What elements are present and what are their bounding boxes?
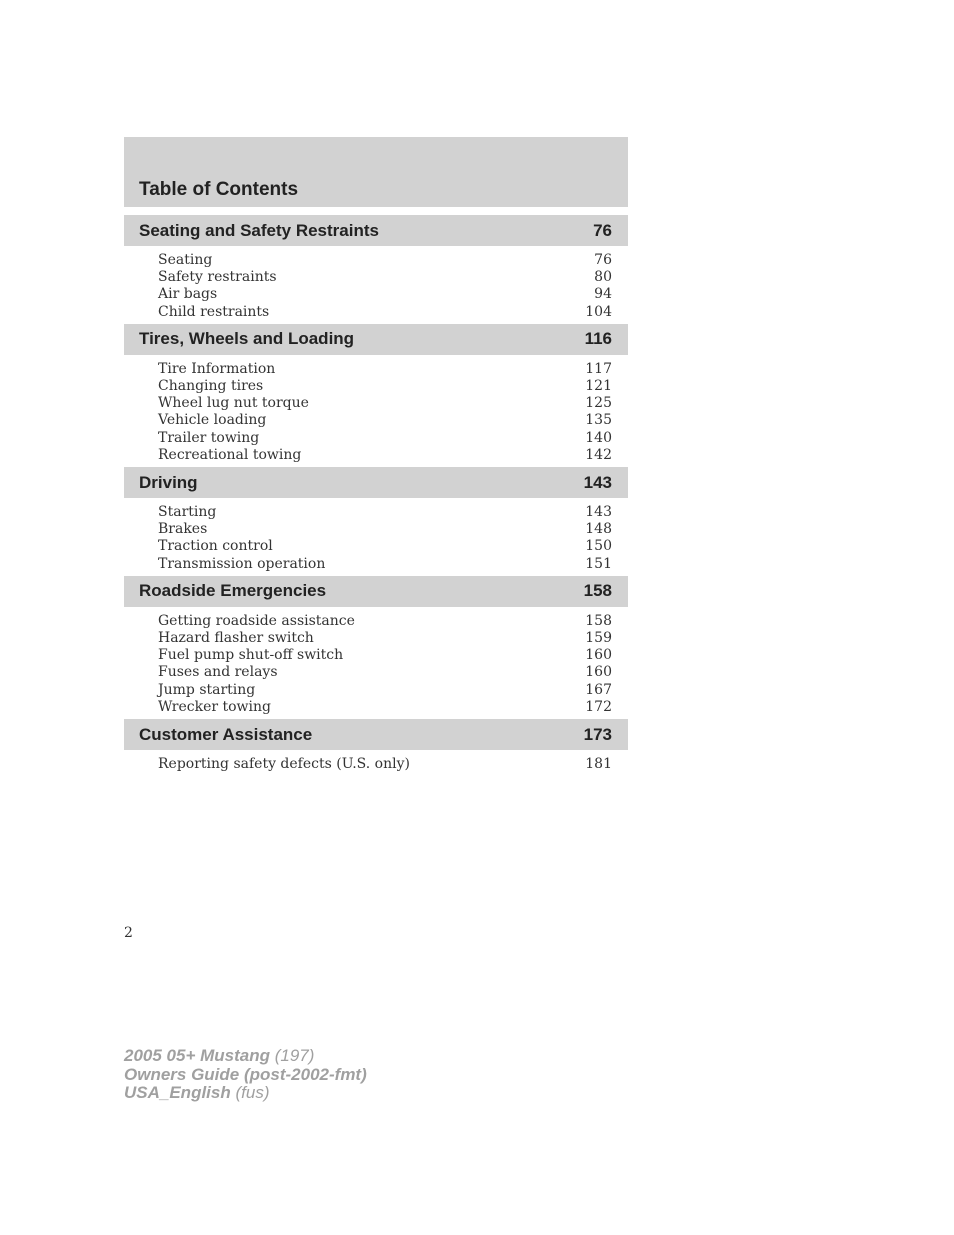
entry-label: Reporting safety defects (U.S. only): [158, 756, 410, 773]
entry-page: 167: [585, 681, 612, 698]
section-heading[interactable]: [124, 467, 628, 498]
entry-label: Wrecker towing: [158, 698, 271, 715]
toc-section: [124, 576, 628, 719]
toc-entry[interactable]: [158, 395, 612, 412]
section-items: [124, 246, 628, 324]
toc-entry[interactable]: [158, 504, 612, 521]
section-label: Seating and Safety Restraints: [139, 220, 379, 240]
toc-entry[interactable]: [158, 682, 612, 699]
footer-line-1: [124, 1047, 367, 1066]
section-heading[interactable]: [124, 576, 628, 607]
toc-entry[interactable]: [158, 538, 612, 555]
toc-entry[interactable]: [158, 447, 612, 464]
document-footer: [124, 1047, 367, 1103]
section-heading[interactable]: [124, 719, 628, 750]
section-label: Driving: [139, 472, 198, 492]
toc-entry[interactable]: [158, 664, 612, 681]
entry-label: Trailer towing: [158, 429, 260, 446]
section-label: Roadside Emergencies: [139, 581, 327, 601]
entry-label: Tire Information: [158, 360, 276, 377]
entry-page: 80: [594, 269, 612, 286]
entry-page: 159: [585, 630, 612, 647]
entry-label: Fuses and relays: [158, 664, 278, 681]
toc-section: [124, 215, 628, 324]
entry-label: Fuel pump shut-off switch: [158, 647, 344, 664]
entry-label: Jump starting: [158, 681, 256, 698]
entry-page: 160: [585, 647, 612, 664]
section-heading[interactable]: [124, 324, 628, 355]
toc-header: [124, 137, 628, 207]
entry-label: Vehicle loading: [158, 412, 267, 429]
entry-label: Safety restraints: [158, 269, 277, 286]
entry-label: Hazard flasher switch: [158, 630, 314, 647]
entry-label: Traction control: [158, 538, 273, 555]
toc-entry[interactable]: [158, 361, 612, 378]
section-page: 143: [583, 472, 612, 492]
toc-entry[interactable]: [158, 613, 612, 630]
entry-page: 104: [585, 303, 612, 320]
entry-label: Getting roadside assistance: [158, 612, 355, 629]
entry-label: Wheel lug nut torque: [158, 395, 309, 412]
entry-page: 151: [585, 555, 612, 572]
section-items: [124, 498, 628, 576]
footer-line-2: [124, 1066, 367, 1085]
section-items: [124, 607, 628, 719]
section-page: 158: [583, 581, 612, 601]
toc-entry[interactable]: [158, 630, 612, 647]
section-items: [124, 750, 628, 776]
entry-label: Brakes: [158, 521, 208, 538]
entry-page: 172: [585, 698, 612, 715]
entry-page: 121: [585, 378, 612, 395]
toc-entry[interactable]: [158, 269, 612, 286]
toc-entry[interactable]: [158, 378, 612, 395]
toc-entry[interactable]: [158, 430, 612, 447]
entry-label: Seating: [158, 252, 213, 268]
toc-section: [124, 719, 628, 776]
entry-label: Transmission operation: [158, 555, 326, 572]
entry-page: 117: [585, 360, 612, 377]
entry-page: 143: [585, 504, 612, 521]
toc-entry[interactable]: [158, 286, 612, 303]
entry-page: 135: [585, 412, 612, 429]
entry-page: 181: [585, 756, 612, 773]
toc-section: [124, 467, 628, 576]
toc-entry[interactable]: [158, 756, 612, 773]
footer-line-3: [124, 1084, 367, 1103]
toc-section: [124, 324, 628, 467]
entry-label: Changing tires: [158, 378, 264, 395]
entry-page: 150: [585, 538, 612, 555]
toc-entry[interactable]: [158, 647, 612, 664]
entry-page: 160: [585, 664, 612, 681]
toc-entry[interactable]: [158, 521, 612, 538]
entry-page: 140: [585, 429, 612, 446]
toc-entry[interactable]: [158, 699, 612, 716]
entry-page: 94: [594, 286, 612, 303]
toc-entry[interactable]: [158, 412, 612, 429]
section-page: 173: [583, 724, 612, 744]
section-label: Tires, Wheels and Loading: [139, 329, 355, 349]
entry-label: Child restraints: [158, 303, 270, 320]
footer-model: 2005 05+ Mustang: [124, 1046, 270, 1065]
page-number: 2: [124, 925, 133, 941]
section-page: 76: [593, 220, 612, 240]
entry-page: 142: [585, 446, 612, 463]
footer-guide: Owners Guide (post-2002-fmt): [124, 1064, 367, 1084]
toc-entry[interactable]: [158, 556, 612, 573]
entry-label: Starting: [158, 504, 217, 521]
entry-label: Air bags: [158, 286, 218, 303]
footer-language: USA_English: [124, 1083, 231, 1102]
section-items: [124, 355, 628, 467]
entry-label: Recreational towing: [158, 446, 302, 463]
page-title: Table of Contents: [139, 179, 299, 200]
entry-page: 158: [585, 612, 612, 629]
table-of-contents: [124, 137, 628, 776]
entry-page: 76: [594, 252, 612, 268]
footer-model-code: (197): [274, 1046, 315, 1065]
section-label: Customer Assistance: [139, 724, 313, 744]
entry-page: 125: [585, 395, 612, 412]
entry-page: 148: [585, 521, 612, 538]
toc-entry[interactable]: [158, 304, 612, 321]
footer-language-code: (fus): [235, 1083, 270, 1102]
section-heading[interactable]: [124, 215, 628, 246]
section-page: 116: [584, 329, 612, 349]
toc-entry[interactable]: [158, 252, 612, 269]
